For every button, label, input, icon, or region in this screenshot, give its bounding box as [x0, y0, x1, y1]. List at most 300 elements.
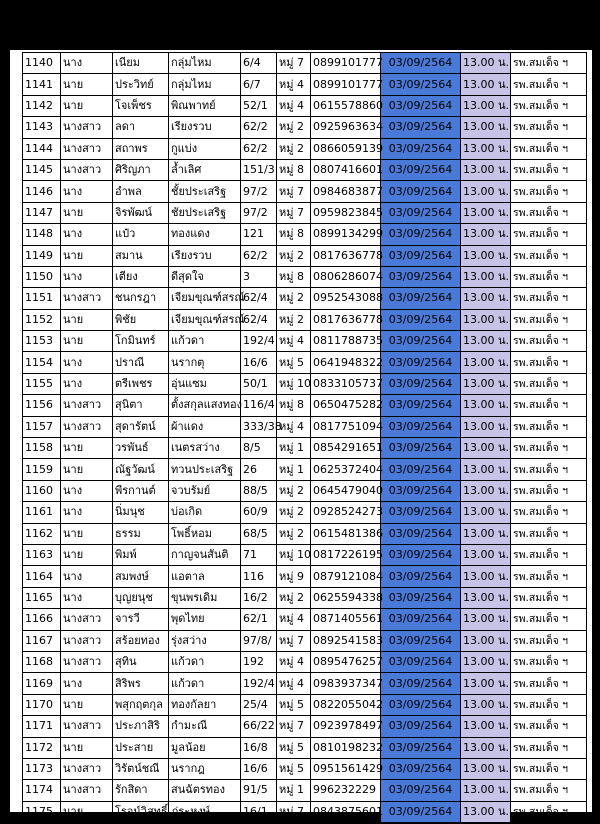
cell-title: นาง	[61, 181, 113, 202]
cell-time: 13.00 น.	[461, 95, 511, 116]
cell-house-no: 52/1	[241, 95, 277, 116]
cell-moo: หมู่ 1	[277, 780, 311, 801]
cell-phone: 0984683877	[311, 181, 381, 202]
cell-number: 1165	[23, 587, 61, 608]
cell-title: นาย	[61, 202, 113, 223]
cell-first-name: รักสิดา	[113, 780, 169, 801]
cell-title: นาย	[61, 438, 113, 459]
cell-number: 1159	[23, 459, 61, 480]
cell-phone: 0899101777	[311, 53, 381, 74]
cell-house-no: 16/8	[241, 737, 277, 758]
cell-house-no: 68/5	[241, 523, 277, 544]
cell-title: นาง	[61, 587, 113, 608]
cell-first-name: สุนิตา	[113, 395, 169, 416]
cell-house-no: 97/2	[241, 181, 277, 202]
cell-date: 03/09/2564	[381, 801, 461, 822]
cell-house-no: 16/6	[241, 352, 277, 373]
cell-last-name: อุ่นแซม	[169, 373, 241, 394]
cell-title: นาย	[61, 309, 113, 330]
cell-number: 1150	[23, 266, 61, 287]
cell-last-name: ทวนประเสริฐ	[169, 459, 241, 480]
table-row	[23, 74, 587, 95]
table-row	[23, 331, 587, 352]
cell-number: 1157	[23, 416, 61, 437]
cell-date: 03/09/2564	[381, 288, 461, 309]
cell-place: รพ.สมเด็จ ฯ	[511, 202, 587, 223]
cell-house-no: 8/5	[241, 438, 277, 459]
cell-date: 03/09/2564	[381, 159, 461, 180]
cell-first-name: พิมพ์	[113, 544, 169, 565]
cell-number: 1144	[23, 138, 61, 159]
cell-first-name: ลดา	[113, 117, 169, 138]
cell-time: 13.00 น.	[461, 587, 511, 608]
cell-place: รพ.สมเด็จ ฯ	[511, 523, 587, 544]
cell-title: นาย	[61, 459, 113, 480]
cell-time: 13.00 น.	[461, 416, 511, 437]
cell-moo: หมู่ 2	[277, 502, 311, 523]
cell-first-name: สิริพร	[113, 673, 169, 694]
cell-moo: หมู่ 4	[277, 651, 311, 672]
table-row	[23, 117, 587, 138]
table-row	[23, 395, 587, 416]
cell-first-name: สมพงษ์	[113, 566, 169, 587]
cell-first-name: แป๋ว	[113, 224, 169, 245]
cell-last-name: พุดไทย	[169, 609, 241, 630]
cell-place: รพ.สมเด็จ ฯ	[511, 694, 587, 715]
cell-number: 1140	[23, 53, 61, 74]
cell-time: 13.00 น.	[461, 758, 511, 779]
cell-house-no: 16/1	[241, 801, 277, 822]
cell-number: 1162	[23, 523, 61, 544]
cell-time: 13.00 น.	[461, 480, 511, 501]
cell-time: 13.00 น.	[461, 138, 511, 159]
cell-moo: หมู่ 8	[277, 224, 311, 245]
cell-last-name: ชัยประเสริฐ	[169, 202, 241, 223]
cell-phone: 0641948322	[311, 352, 381, 373]
cell-house-no: 62/4	[241, 288, 277, 309]
cell-phone: 0817751094	[311, 416, 381, 437]
right-black-edge	[592, 0, 600, 824]
cell-moo: หมู่ 2	[277, 138, 311, 159]
cell-last-name: มูลน้อย	[169, 737, 241, 758]
appointment-table	[22, 52, 587, 823]
cell-last-name: เจียมขุณฑ์สรณ์	[169, 288, 241, 309]
cell-place: รพ.สมเด็จ ฯ	[511, 780, 587, 801]
cell-moo: หมู่ 7	[277, 801, 311, 822]
cell-time: 13.00 น.	[461, 801, 511, 822]
cell-place: รพ.สมเด็จ ฯ	[511, 266, 587, 287]
cell-phone: 0959823845	[311, 202, 381, 223]
cell-phone: 0833105737	[311, 373, 381, 394]
cell-house-no: 192/4	[241, 673, 277, 694]
cell-time: 13.00 น.	[461, 74, 511, 95]
cell-place: รพ.สมเด็จ ฯ	[511, 480, 587, 501]
cell-first-name: พีรกานต์	[113, 480, 169, 501]
cell-time: 13.00 น.	[461, 288, 511, 309]
cell-title: นางสาว	[61, 758, 113, 779]
cell-time: 13.00 น.	[461, 202, 511, 223]
cell-last-name: รุ่งสว่าง	[169, 630, 241, 651]
cell-last-name: แอตาล	[169, 566, 241, 587]
cell-house-no: 16/2	[241, 587, 277, 608]
cell-title: นาง	[61, 53, 113, 74]
cell-place: รพ.สมเด็จ ฯ	[511, 587, 587, 608]
cell-first-name: อำพล	[113, 181, 169, 202]
cell-title: นาย	[61, 694, 113, 715]
cell-house-no: 91/5	[241, 780, 277, 801]
cell-title: นาง	[61, 673, 113, 694]
cell-phone: 0871405561	[311, 609, 381, 630]
cell-house-no: 62/2	[241, 117, 277, 138]
cell-phone: 0866059139	[311, 138, 381, 159]
cell-phone: 0895476257	[311, 651, 381, 672]
cell-last-name: ชั้ยประเสริฐ	[169, 181, 241, 202]
cell-phone: 0615481386	[311, 523, 381, 544]
cell-number: 1172	[23, 737, 61, 758]
cell-moo: หมู่ 7	[277, 181, 311, 202]
cell-number: 1166	[23, 609, 61, 630]
cell-house-no: 62/4	[241, 309, 277, 330]
cell-moo: หมู่ 2	[277, 309, 311, 330]
cell-date: 03/09/2564	[381, 395, 461, 416]
cell-moo: หมู่ 4	[277, 95, 311, 116]
cell-number: 1164	[23, 566, 61, 587]
table-row	[23, 53, 587, 74]
cell-moo: หมู่ 8	[277, 159, 311, 180]
cell-house-no: 6/4	[241, 53, 277, 74]
cell-phone: 0983937347	[311, 673, 381, 694]
cell-house-no: 116	[241, 566, 277, 587]
cell-date: 03/09/2564	[381, 181, 461, 202]
cell-time: 13.00 น.	[461, 266, 511, 287]
cell-house-no: 6/7	[241, 74, 277, 95]
cell-first-name: เตียง	[113, 266, 169, 287]
cell-phone: 0952543088	[311, 288, 381, 309]
cell-house-no: 333/38	[241, 416, 277, 437]
cell-first-name: วิรัตน์ชณี	[113, 758, 169, 779]
cell-number: 1152	[23, 309, 61, 330]
cell-last-name: ตั้งสกุลแสงทอง	[169, 395, 241, 416]
table-row	[23, 651, 587, 672]
table-row	[23, 609, 587, 630]
cell-title: นาง	[61, 266, 113, 287]
cell-place: รพ.สมเด็จ ฯ	[511, 352, 587, 373]
cell-first-name: สร้อยทอง	[113, 630, 169, 651]
cell-place: รพ.สมเด็จ ฯ	[511, 288, 587, 309]
cell-moo: หมู่ 8	[277, 266, 311, 287]
cell-moo: หมู่ 10	[277, 373, 311, 394]
cell-number: 1151	[23, 288, 61, 309]
table-row	[23, 266, 587, 287]
cell-phone: 0811788735	[311, 331, 381, 352]
cell-time: 13.00 น.	[461, 609, 511, 630]
cell-date: 03/09/2564	[381, 523, 461, 544]
cell-first-name: วรพันธ์	[113, 438, 169, 459]
cell-title: นาง	[61, 373, 113, 394]
cell-date: 03/09/2564	[381, 544, 461, 565]
cell-last-name: เรียงรวบ	[169, 245, 241, 266]
cell-last-name: กูแบ่ง	[169, 138, 241, 159]
cell-time: 13.00 น.	[461, 395, 511, 416]
cell-date: 03/09/2564	[381, 331, 461, 352]
cell-phone: 0928524273	[311, 502, 381, 523]
cell-first-name: เนียม	[113, 53, 169, 74]
cell-number: 1145	[23, 159, 61, 180]
table-row	[23, 630, 587, 651]
cell-place: รพ.สมเด็จ ฯ	[511, 716, 587, 737]
cell-phone: 0892541583	[311, 630, 381, 651]
cell-phone: 0806286074	[311, 266, 381, 287]
table-row	[23, 801, 587, 822]
cell-number: 1155	[23, 373, 61, 394]
cell-phone: 0817636778	[311, 245, 381, 266]
cell-moo: หมู่ 5	[277, 758, 311, 779]
cell-date: 03/09/2564	[381, 309, 461, 330]
cell-moo: หมู่ 8	[277, 395, 311, 416]
cell-place: รพ.สมเด็จ ฯ	[511, 502, 587, 523]
cell-first-name: โกมินทร์	[113, 331, 169, 352]
cell-date: 03/09/2564	[381, 609, 461, 630]
cell-last-name: สนฉัตรทอง	[169, 780, 241, 801]
cell-house-no: 97/2	[241, 202, 277, 223]
cell-house-no: 50/1	[241, 373, 277, 394]
cell-house-no: 88/5	[241, 480, 277, 501]
cell-house-no: 71	[241, 544, 277, 565]
cell-last-name: นรากฎ	[169, 758, 241, 779]
cell-time: 13.00 น.	[461, 331, 511, 352]
cell-phone: 0650475282	[311, 395, 381, 416]
cell-time: 13.00 น.	[461, 224, 511, 245]
cell-date: 03/09/2564	[381, 352, 461, 373]
cell-place: รพ.สมเด็จ ฯ	[511, 74, 587, 95]
cell-house-no: 97/8/	[241, 630, 277, 651]
cell-date: 03/09/2564	[381, 416, 461, 437]
table-row	[23, 352, 587, 373]
cell-last-name: นรากตุ	[169, 352, 241, 373]
cell-number: 1149	[23, 245, 61, 266]
cell-date: 03/09/2564	[381, 266, 461, 287]
cell-last-name: บ่อเกิด	[169, 502, 241, 523]
cell-date: 03/09/2564	[381, 694, 461, 715]
cell-place: รพ.สมเด็จ ฯ	[511, 395, 587, 416]
cell-time: 13.00 น.	[461, 780, 511, 801]
cell-date: 03/09/2564	[381, 138, 461, 159]
table-row	[23, 309, 587, 330]
cell-title: นาย	[61, 523, 113, 544]
table-row	[23, 780, 587, 801]
cell-place: รพ.สมเด็จ ฯ	[511, 673, 587, 694]
cell-date: 03/09/2564	[381, 95, 461, 116]
cell-house-no: 121	[241, 224, 277, 245]
cell-time: 13.00 น.	[461, 673, 511, 694]
cell-first-name: ประวิทย์	[113, 74, 169, 95]
cell-place: รพ.สมเด็จ ฯ	[511, 224, 587, 245]
table-row	[23, 758, 587, 779]
cell-time: 13.00 น.	[461, 117, 511, 138]
cell-moo: หมู่ 2	[277, 288, 311, 309]
cell-date: 03/09/2564	[381, 673, 461, 694]
cell-first-name: ธรรม	[113, 523, 169, 544]
cell-phone: 0645479040	[311, 480, 381, 501]
table-row	[23, 587, 587, 608]
cell-moo: หมู่ 7	[277, 716, 311, 737]
cell-first-name: ปราณี	[113, 352, 169, 373]
table-row	[23, 438, 587, 459]
cell-phone: 0925963634	[311, 117, 381, 138]
cell-moo: หมู่ 4	[277, 331, 311, 352]
cell-title: นางสาว	[61, 609, 113, 630]
cell-moo: หมู่ 2	[277, 480, 311, 501]
cell-time: 13.00 น.	[461, 502, 511, 523]
cell-first-name: ณัฐวัฒน์	[113, 459, 169, 480]
cell-last-name: เนตรสว่าง	[169, 438, 241, 459]
cell-house-no: 16/6	[241, 758, 277, 779]
cell-title: นาง	[61, 566, 113, 587]
cell-place: รพ.สมเด็จ ฯ	[511, 138, 587, 159]
cell-time: 13.00 น.	[461, 373, 511, 394]
table-row	[23, 523, 587, 544]
cell-date: 03/09/2564	[381, 53, 461, 74]
cell-phone: 0625372404	[311, 459, 381, 480]
table-row	[23, 416, 587, 437]
cell-date: 03/09/2564	[381, 630, 461, 651]
cell-date: 03/09/2564	[381, 373, 461, 394]
cell-number: 1156	[23, 395, 61, 416]
cell-number: 1141	[23, 74, 61, 95]
cell-moo: หมู่ 1	[277, 459, 311, 480]
cell-number: 1146	[23, 181, 61, 202]
cell-time: 13.00 น.	[461, 309, 511, 330]
cell-house-no: 192/4	[241, 331, 277, 352]
cell-last-name: โพธิ์หอม	[169, 523, 241, 544]
cell-phone: 0923978497	[311, 716, 381, 737]
cell-house-no: 62/1	[241, 609, 277, 630]
cell-place: รพ.สมเด็จ ฯ	[511, 737, 587, 758]
cell-first-name: สมาน	[113, 245, 169, 266]
cell-date: 03/09/2564	[381, 737, 461, 758]
table-row	[23, 288, 587, 309]
cell-title: นาย	[61, 331, 113, 352]
cell-first-name: โจเพ็ชร	[113, 95, 169, 116]
cell-date: 03/09/2564	[381, 74, 461, 95]
cell-place: รพ.สมเด็จ ฯ	[511, 331, 587, 352]
cell-last-name: กลุ่มไหม	[169, 74, 241, 95]
cell-last-name: พิณพาทย์	[169, 95, 241, 116]
cell-first-name: จิรพัฒน์	[113, 202, 169, 223]
cell-place: รพ.สมเด็จ ฯ	[511, 416, 587, 437]
table-row	[23, 95, 587, 116]
cell-place: รพ.สมเด็จ ฯ	[511, 566, 587, 587]
cell-phone: 0807416601	[311, 159, 381, 180]
cell-phone: 0854291651	[311, 438, 381, 459]
cell-place: รพ.สมเด็จ ฯ	[511, 373, 587, 394]
cell-moo: หมู่ 7	[277, 53, 311, 74]
cell-number: 1147	[23, 202, 61, 223]
cell-first-name: พสุกฤตกุล	[113, 694, 169, 715]
cell-house-no: 25/4	[241, 694, 277, 715]
cell-moo: หมู่ 7	[277, 630, 311, 651]
cell-number: 1160	[23, 480, 61, 501]
table-row	[23, 566, 587, 587]
cell-place: รพ.สมเด็จ ฯ	[511, 117, 587, 138]
cell-place: รพ.สมเด็จ ฯ	[511, 630, 587, 651]
cell-place: รพ.สมเด็จ ฯ	[511, 245, 587, 266]
cell-moo: หมู่ 2	[277, 523, 311, 544]
top-black-band	[0, 0, 600, 50]
cell-moo: หมู่ 10	[277, 544, 311, 565]
cell-first-name: โรจน์วิสุทธิ์	[113, 801, 169, 822]
cell-number: 1163	[23, 544, 61, 565]
cell-phone: 0899101777	[311, 74, 381, 95]
table-row	[23, 138, 587, 159]
cell-number: 1170	[23, 694, 61, 715]
cell-time: 13.00 น.	[461, 459, 511, 480]
cell-number: 1169	[23, 673, 61, 694]
cell-phone: 0615578860	[311, 95, 381, 116]
cell-moo: หมู่ 1	[277, 438, 311, 459]
cell-phone: 0879121084	[311, 566, 381, 587]
cell-phone: 0951561429	[311, 758, 381, 779]
cell-place: รพ.สมเด็จ ฯ	[511, 651, 587, 672]
cell-number: 1161	[23, 502, 61, 523]
cell-date: 03/09/2564	[381, 438, 461, 459]
cell-house-no: 116/4	[241, 395, 277, 416]
cell-time: 13.00 น.	[461, 181, 511, 202]
cell-place: รพ.สมเด็จ ฯ	[511, 95, 587, 116]
cell-time: 13.00 น.	[461, 523, 511, 544]
table-row	[23, 373, 587, 394]
cell-date: 03/09/2564	[381, 245, 461, 266]
table-row	[23, 673, 587, 694]
table-row	[23, 245, 587, 266]
cell-time: 13.00 น.	[461, 159, 511, 180]
cell-first-name: นิ่มนุช	[113, 502, 169, 523]
cell-title: นางสาว	[61, 416, 113, 437]
cell-last-name: กาญจนสันติ	[169, 544, 241, 565]
cell-last-name: ทองกัลยา	[169, 694, 241, 715]
cell-moo: หมู่ 9	[277, 566, 311, 587]
cell-title: นางสาว	[61, 630, 113, 651]
cell-phone: 0810198232	[311, 737, 381, 758]
cell-place: รพ.สมเด็จ ฯ	[511, 181, 587, 202]
cell-moo: หมู่ 5	[277, 694, 311, 715]
cell-last-name: กลุ่มไหม	[169, 53, 241, 74]
cell-title: นาย	[61, 95, 113, 116]
cell-first-name: ตรีเพชร	[113, 373, 169, 394]
cell-first-name: จารวี	[113, 609, 169, 630]
cell-phone: 996232229	[311, 780, 381, 801]
cell-title: นาย	[61, 544, 113, 565]
cell-last-name: ดีสุดใจ	[169, 266, 241, 287]
cell-title: นางสาว	[61, 288, 113, 309]
cell-first-name: บุญยนุช	[113, 587, 169, 608]
cell-first-name: สุทิน	[113, 651, 169, 672]
cell-time: 13.00 น.	[461, 438, 511, 459]
cell-time: 13.00 น.	[461, 245, 511, 266]
cell-place: รพ.สมเด็จ ฯ	[511, 544, 587, 565]
table-row	[23, 459, 587, 480]
cell-title: นางสาว	[61, 651, 113, 672]
cell-last-name: ขุนพรเดิม	[169, 587, 241, 608]
cell-number: 1174	[23, 780, 61, 801]
cell-date: 03/09/2564	[381, 480, 461, 501]
cell-number: 1153	[23, 331, 61, 352]
cell-last-name: ทองแดง	[169, 224, 241, 245]
cell-phone: 0899134299	[311, 224, 381, 245]
cell-last-name: ภู่ระหงษ์	[169, 801, 241, 822]
left-black-edge	[0, 0, 10, 824]
cell-number: 1154	[23, 352, 61, 373]
